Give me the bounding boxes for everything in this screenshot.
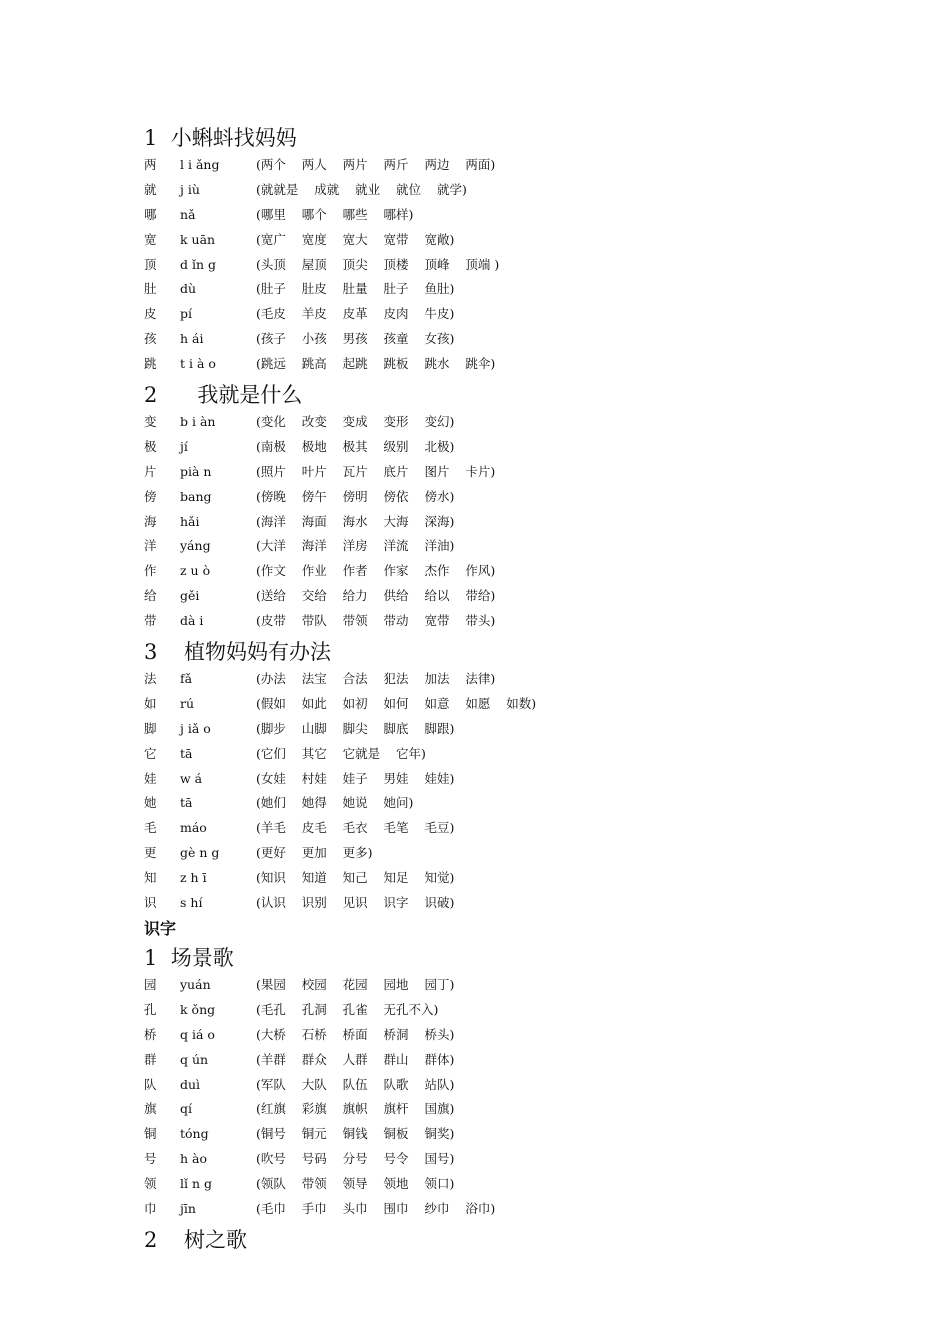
vocab-row [144, 1172, 844, 1197]
vocab-pinyin: q ún [180, 1051, 209, 1067]
lesson-heading: 1 场景歌 [144, 945, 234, 970]
vocab-pinyin: rú [180, 695, 195, 711]
vocab-pinyin: w á [180, 770, 203, 786]
vocab-character: 脚 [144, 720, 157, 736]
vocab-row [144, 277, 844, 302]
vocab-row [144, 1097, 844, 1122]
vocab-words: (南极 极地 极其 级别 北极) [256, 438, 455, 454]
vocab-words: (毛孔 孔洞 孔雀 无孔不入) [256, 1001, 439, 1017]
vocab-words: (傍晚 傍午 傍明 傍依 傍水) [256, 488, 455, 504]
vocab-words: (跳远 跳高 起跳 跳板 跳水 跳伞) [256, 356, 496, 372]
vocab-words: (海洋 海面 海水 大海 深海) [256, 513, 455, 529]
vocab-character: 肚 [144, 281, 157, 297]
vocab-character: 跳 [144, 356, 157, 372]
vocab-row [144, 327, 844, 352]
lesson-heading: 2 我就是什么 [144, 383, 303, 408]
vocab-row [144, 584, 844, 609]
vocab-character: 娃 [144, 770, 157, 786]
vocab-character: 铜 [144, 1126, 157, 1142]
vocab-row [144, 1048, 844, 1073]
vocab-words: (办法 法宝 合法 犯法 加法 法律) [256, 671, 496, 687]
vocab-words: (孩子 小孩 男孩 孩童 女孩) [256, 331, 455, 347]
vocab-row [144, 816, 844, 841]
vocab-pinyin: hǎi [180, 513, 200, 529]
vocab-character: 她 [144, 795, 157, 811]
vocab-character: 桥 [144, 1026, 157, 1042]
vocab-pinyin: z h ī [180, 870, 207, 886]
vocab-character: 皮 [144, 306, 157, 322]
vocab-character: 两 [144, 157, 157, 172]
vocab-words: (认识 识别 见识 识字 识破) [256, 895, 455, 911]
vocab-row [144, 717, 844, 742]
vocab-character: 旗 [144, 1101, 157, 1117]
vocab-words: (送给 交给 给力 供给 给以 带给) [256, 588, 496, 604]
vocab-pinyin: pí [180, 306, 192, 322]
vocab-pinyin: bang [180, 488, 212, 504]
vocab-row [144, 841, 844, 866]
vocab-words: (它们 其它 它就是 它年) [256, 745, 426, 761]
vocab-pinyin: fǎ [180, 671, 193, 687]
vocab-row [144, 253, 844, 278]
vocab-pinyin: pià n [180, 463, 212, 479]
vocab-row [144, 973, 844, 998]
vocab-row [144, 559, 844, 584]
vocab-row [144, 1023, 844, 1048]
vocab-character: 宽 [144, 231, 157, 247]
vocab-pinyin: máo [180, 820, 207, 836]
vocab-words: (知识 知道 知己 知足 知觉) [256, 870, 455, 886]
vocab-pinyin: s hí [180, 895, 203, 911]
vocab-character: 就 [144, 181, 157, 197]
vocab-words: (作文 作业 作者 作家 杰作 作风) [256, 563, 496, 579]
vocab-pinyin: qí [180, 1101, 192, 1117]
lesson-heading: 1 小蝌蚪找妈妈 [144, 126, 297, 150]
vocab-row [144, 1073, 844, 1098]
vocab-words: (脚步 山脚 脚尖 脚底 脚跟) [256, 720, 455, 736]
vocab-words: (照片 叶片 瓦片 底片 图片 卡片) [256, 463, 496, 479]
lesson-heading: 3 植物妈妈有办法 [144, 640, 332, 665]
vocab-words: (果园 校园 花园 园地 园丁) [256, 976, 455, 992]
vocab-character: 法 [144, 671, 157, 687]
vocab-words: (毛皮 羊皮 皮革 皮肉 牛皮) [256, 306, 455, 322]
vocab-words: (变化 改变 变成 变形 变幻) [256, 414, 455, 430]
vocab-row [144, 228, 844, 253]
vocab-row [144, 767, 844, 792]
vocab-words: (哪里 哪个 哪些 哪样) [256, 206, 414, 222]
vocab-character: 极 [144, 438, 157, 454]
vocab-row [144, 742, 844, 767]
vocab-words: (她们 她得 她说 她问) [256, 795, 414, 811]
vocab-words: (皮带 带队 带领 带动 宽带 带头) [256, 613, 496, 629]
vocab-character: 园 [144, 976, 157, 992]
vocab-pinyin: tā [180, 745, 193, 761]
vocab-pinyin: l i ǎng [180, 157, 220, 172]
vocab-pinyin: lǐ n g [180, 1176, 212, 1192]
vocab-pinyin: k ǒng [180, 1001, 216, 1017]
vocab-pinyin: j iǎ o [180, 720, 211, 736]
vocab-row [144, 866, 844, 891]
vocab-row [144, 153, 844, 178]
vocab-character: 孔 [144, 1001, 157, 1017]
vocab-pinyin: q iá o [180, 1026, 215, 1042]
vocab-words: (就就是 成就 就业 就位 就学) [256, 181, 467, 197]
vocab-words: (毛巾 手巾 头巾 围巾 纱巾 浴巾) [256, 1200, 496, 1216]
vocab-pinyin: gěi [180, 588, 200, 604]
vocab-pinyin: duì [180, 1076, 201, 1092]
vocab-character: 孩 [144, 331, 157, 347]
document-body [144, 120, 844, 1255]
vocab-character: 片 [144, 463, 157, 479]
vocab-character: 群 [144, 1051, 157, 1067]
vocab-row [144, 692, 844, 717]
vocab-row [144, 1147, 844, 1172]
vocab-pinyin: d ǐn g [180, 256, 216, 272]
vocab-words: (假如 如此 如初 如何 如意 如愿 如数) [256, 695, 537, 711]
vocab-character: 更 [144, 845, 157, 861]
vocab-character: 队 [144, 1076, 157, 1092]
vocab-character: 哪 [144, 206, 157, 222]
vocab-words: (更好 更加 更多) [256, 845, 373, 861]
vocab-character: 识 [144, 895, 157, 911]
vocab-pinyin: b i àn [180, 414, 216, 430]
vocab-words: (羊毛 皮毛 毛衣 毛笔 毛豆) [256, 820, 455, 836]
vocab-pinyin: h ái [180, 331, 204, 347]
vocab-row [144, 534, 844, 559]
vocab-character: 它 [144, 745, 157, 761]
vocab-words: (宽广 宽度 宽大 宽带 宽敞) [256, 231, 455, 247]
vocab-words: (铜号 铜元 铜钱 铜板 铜奖) [256, 1126, 455, 1142]
vocab-character: 巾 [144, 1200, 157, 1216]
vocab-pinyin: gè n g [180, 845, 220, 861]
vocab-character: 顶 [144, 256, 157, 272]
vocab-words: (军队 大队 队伍 队歌 站队) [256, 1076, 455, 1092]
vocab-pinyin: tā [180, 795, 193, 811]
vocab-words: (吹号 号码 分号 号令 国号) [256, 1151, 455, 1167]
vocab-row [144, 1122, 844, 1147]
vocab-pinyin: jí [180, 438, 188, 454]
vocab-pinyin: dà i [180, 613, 204, 629]
vocab-words: (女娃 村娃 娃子 男娃 娃娃) [256, 770, 455, 786]
vocab-row [144, 435, 844, 460]
vocab-pinyin: tóng [180, 1126, 209, 1142]
vocab-character: 变 [144, 414, 157, 430]
vocab-row [144, 667, 844, 692]
vocab-pinyin: nǎ [180, 206, 196, 222]
vocab-character: 知 [144, 870, 157, 886]
vocab-row [144, 352, 844, 377]
vocab-row [144, 460, 844, 485]
vocab-character: 给 [144, 588, 157, 604]
vocab-words: (大桥 石桥 桥面 桥洞 桥头) [256, 1026, 455, 1042]
lesson-heading: 2 树之歌 [144, 1227, 248, 1252]
vocab-words: (肚子 肚皮 肚量 肚子 鱼肚) [256, 281, 455, 297]
vocab-row [144, 1197, 844, 1222]
vocab-row [144, 410, 844, 435]
vocab-row [144, 485, 844, 510]
vocab-words: (羊群 群众 人群 群山 群体) [256, 1051, 455, 1067]
vocab-pinyin: yáng [180, 538, 211, 554]
vocab-character: 傍 [144, 488, 157, 504]
vocab-words: (领队 带领 领导 领地 领口) [256, 1176, 455, 1192]
vocab-row [144, 791, 844, 816]
vocab-words: (两个 两人 两片 两斤 两边 两面) [256, 157, 496, 172]
vocab-row [144, 998, 844, 1023]
vocab-words: (头顶 屋顶 顶尖 顶楼 顶峰 顶端 ) [256, 256, 500, 272]
vocab-row [144, 203, 844, 228]
vocab-words: (红旗 彩旗 旗帜 旗杆 国旗) [256, 1101, 455, 1117]
vocab-pinyin: yuán [180, 976, 211, 992]
unit-title: 识字 [144, 918, 177, 938]
vocab-row [144, 178, 844, 203]
vocab-character: 毛 [144, 820, 157, 836]
vocab-character: 作 [144, 563, 157, 579]
vocab-words: (大洋 海洋 洋房 洋流 洋油) [256, 538, 455, 554]
vocab-row [144, 609, 844, 634]
vocab-row [144, 891, 844, 916]
vocab-character: 洋 [144, 538, 157, 554]
vocab-pinyin: h ào [180, 1151, 208, 1167]
vocab-pinyin: z u ò [180, 563, 211, 579]
vocab-row [144, 302, 844, 327]
vocab-pinyin: dù [180, 281, 197, 297]
vocab-character: 带 [144, 613, 157, 629]
vocab-character: 领 [144, 1176, 157, 1192]
vocab-row [144, 510, 844, 535]
vocab-character: 号 [144, 1151, 157, 1167]
vocab-pinyin: t i à o [180, 356, 216, 372]
vocab-character: 海 [144, 513, 157, 529]
vocab-pinyin: jīn [180, 1200, 196, 1216]
vocab-character: 如 [144, 695, 157, 711]
vocab-pinyin: j iù [180, 181, 200, 197]
vocab-pinyin: k uān [180, 231, 216, 247]
